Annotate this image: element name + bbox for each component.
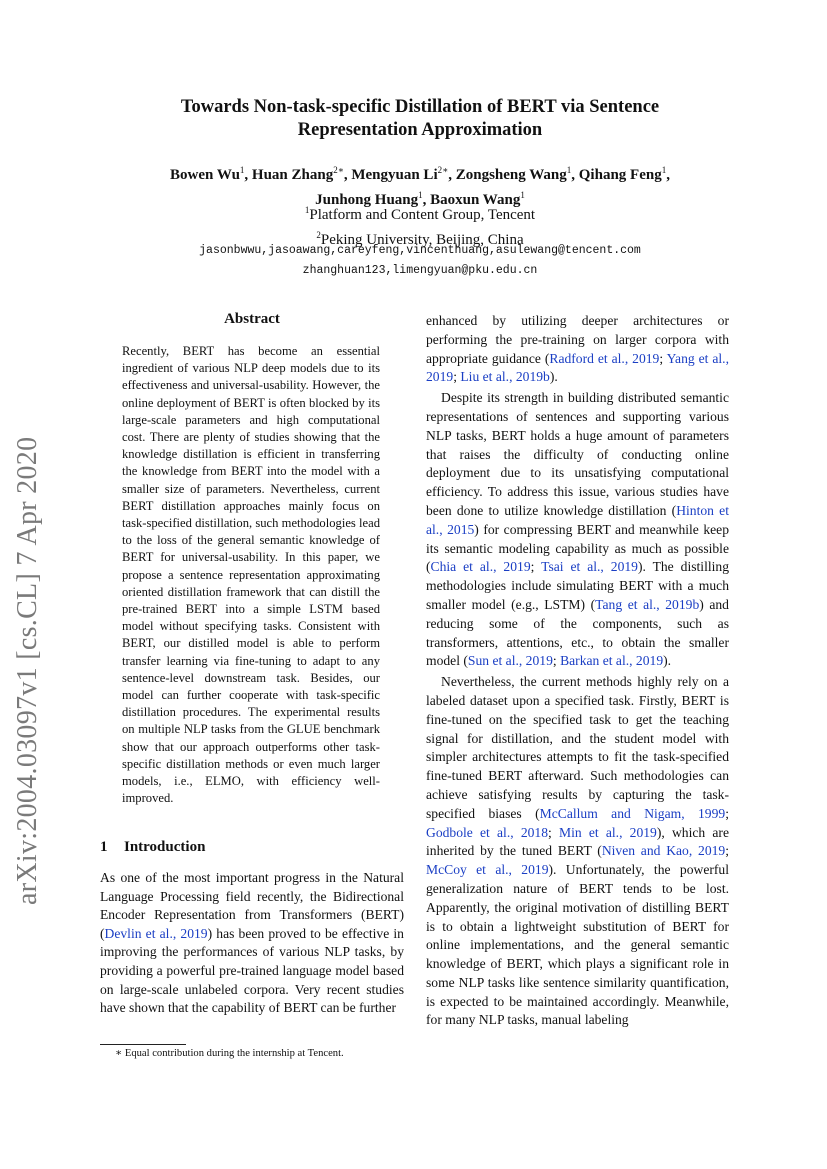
section-heading-introduction (100, 839, 404, 856)
author-affil-mark: 2∗ (333, 165, 344, 175)
body-text: ) has been proved to be effective in improving the performances of various NLP tasks, by providing a powerful pre-trained language model based on large-scale unlabeled corpora. Very recent studies have shown that the capability of BERT can be further (100, 925, 404, 1016)
body-text: ) for compressing BERT and meanwhile keep its semantic modeling capability as much as possible ( (426, 521, 729, 575)
author-name: Bowen Wu (170, 167, 240, 183)
affiliation-text: Peking University, Beijing, China (320, 232, 524, 248)
intro-paragraph (426, 673, 729, 1030)
intro-paragraph (426, 312, 729, 387)
arxiv-side-stamp: arXiv:2004.03097v1 [cs.CL] 7 Apr 2020 (12, 436, 43, 905)
affiliation-mark: 1 (304, 205, 310, 215)
affiliation-text: Platform and Content Group, Tencent (309, 207, 536, 223)
body-text: ). (549, 369, 558, 385)
section-title: Introduction (124, 839, 206, 855)
author-affil-mark: 1 (520, 190, 525, 200)
author-emails (100, 241, 740, 281)
body-text: ). The distilling methodologies include simulating BERT with a much smaller model (e.g., LSTM) ( (426, 559, 729, 612)
citation-link[interactable]: Devlin et al., 2019 (104, 925, 208, 941)
right-column (426, 312, 729, 1030)
body-text: ; (659, 350, 667, 366)
citation-link[interactable]: Min et al., 2019 (559, 824, 657, 840)
title-line-2: Representation Approximation (297, 120, 543, 140)
citation-link[interactable]: Liu et al., 2019b (460, 369, 550, 385)
paper-title (100, 96, 740, 142)
author-name: , Zongsheng Wang (448, 167, 567, 183)
citation-link[interactable]: Sun et al., 2019 (467, 653, 553, 669)
citation-link[interactable]: Hinton et al., 2015 (426, 502, 729, 537)
body-text: ; (725, 805, 729, 821)
citation-link[interactable]: Tang et al., 2019b (595, 596, 700, 612)
author-name: , Baoxun Wang (422, 192, 521, 208)
abstract-body: Recently, BERT has become an essential ingredient of various NLP deep models due to its effectiveness and universal-usability. However, the online deployment of BERT is often blocked by its large-scale parameters and high computational cost. There are plenty of studies showing that the knowledge distillation is efficient in transferring the knowledge from BERT into the model with a smaller size of parameters. Nevertheless, current BERT distillation approaches mainly focus on task-specified distillation, such methodologies lead to the loss of the general semantic knowledge of BERT for universal-usability. In this paper, we propose a sentence representation approximating oriented distillation framework that can distill the pre-trained BERT into a simple LSTM based model without specifying tasks. Consistent with BERT, our distilled model is able to perform transfer learning via fine-tuning to adapt to any sentence-level downstream task. Besides, our model can further cooperate with task-specific distillation procedures. The experimental results on multiple NLP tasks from the GLUE benchmark show that our approach outperforms other task-specific distillation methods or even much larger models, i.e., ELMO, with efficiency well-improved. (122, 344, 380, 806)
body-text: ; (725, 843, 730, 859)
section-number: 1 (100, 839, 108, 855)
body-text: ) and reducing some of the components, such as transformers, attentions, etc., to obtain the smaller model ( (426, 596, 729, 669)
citation-link[interactable]: Chia et al., 2019 (430, 559, 531, 575)
author-affil-mark: 1 (418, 190, 423, 200)
affiliation-1 (100, 200, 740, 225)
citation-link[interactable]: McCoy et al., 2019 (426, 862, 549, 878)
footnote-rule (100, 1044, 186, 1045)
author-name: , Huan Zhang (244, 167, 334, 183)
abstract-heading: Abstract (224, 311, 280, 327)
author-affil-mark: 1 (566, 165, 572, 175)
author-affil-mark: 2∗ (437, 165, 449, 175)
citation-link[interactable]: Tsai et al., 2019 (541, 559, 638, 575)
author-line-1 (100, 160, 740, 185)
citation-link[interactable]: Barkan et al., 2019 (560, 653, 664, 669)
intro-paragraph (426, 389, 729, 671)
citation-link[interactable]: Niven and Kao, 2019 (601, 843, 726, 859)
author-name: , Qihang Feng (571, 167, 662, 183)
author-name: Junhong Huang (315, 192, 419, 208)
body-text: ), which are inherited by the tuned BERT ( (426, 824, 729, 859)
body-text: Despite its strength in building distributed semantic representations of sentences and supporting various NLP tasks, BERT holds a huge amount of parameters that raises the difficulty of conducting online deployment due to its unsatisfying computational efficiency. To address this issue, various studies have been done to utilize knowledge distillation ( (426, 390, 729, 518)
citation-link[interactable]: Radford et al., 2019 (549, 350, 660, 366)
author-separator: , (666, 167, 670, 183)
intro-paragraph-left (100, 869, 404, 1018)
email-line-1: jasonbwwu,jasoawang,careyfeng,vincenthuang,asulewang@tencent.com (199, 244, 641, 257)
body-text: Nevertheless, the current methods highly rely on a labeled dataset upon a specified task. Firstly, BERT is fine-tuned on the specified task to get the teaching signal for distillation, and the student model with simpler architectures attempts to fit the task-specified fine-tuned BERT afterward. Such methodologies can achieve satisfying results by capturing the task-specified biases ( (426, 674, 729, 821)
body-text: ; (530, 559, 542, 575)
body-text: As one of the most important progress in the Natural Language Processing field recently, the Bidirectional Encoder Representation from Transformers (BERT) ( (100, 870, 404, 941)
author-affil-mark: 1 (661, 165, 667, 175)
footnote (115, 1047, 405, 1061)
body-text: ). Unfortunately, the powerful generalization nature of BERT tends to be lost. Apparently, the original motivation of distilling BERT is to obtain a lightweight substitution of BERT for online implementations, and the general semantic knowledge of BERT, which plays a significant role in some NLP tasks like sentence similarity quantification, is expected to be maintained accordingly. Meanwhile, for many NLP tasks, manual labeling (426, 862, 729, 1028)
footnote-text: Equal contribution during the internship at Tencent. (122, 1048, 344, 1059)
body-text: enhanced by utilizing deeper architectures or performing the pre-training on larger corpora with appropriate guidance ( (426, 313, 729, 366)
affiliation-mark: 2 (316, 230, 321, 240)
citation-link[interactable]: Yang et al., 2019 (426, 350, 729, 385)
citation-link[interactable]: McCallum and Nigam, 1999 (539, 805, 726, 821)
body-text: ). (663, 653, 672, 669)
footnote-mark: ∗ (115, 1048, 123, 1059)
body-text: ; (548, 824, 559, 840)
body-text: ; (453, 369, 461, 385)
title-line-1: Towards Non-task-specific Distillation of BERT via Sentence (180, 97, 660, 117)
author-affil-mark: 1 (239, 165, 245, 175)
email-line-2: zhanghuan123,limengyuan@pku.edu.cn (302, 264, 538, 277)
author-name: , Mengyuan Li (343, 167, 438, 183)
citation-link[interactable]: Godbole et al., 2018 (426, 824, 549, 840)
body-text: ; (552, 653, 561, 669)
